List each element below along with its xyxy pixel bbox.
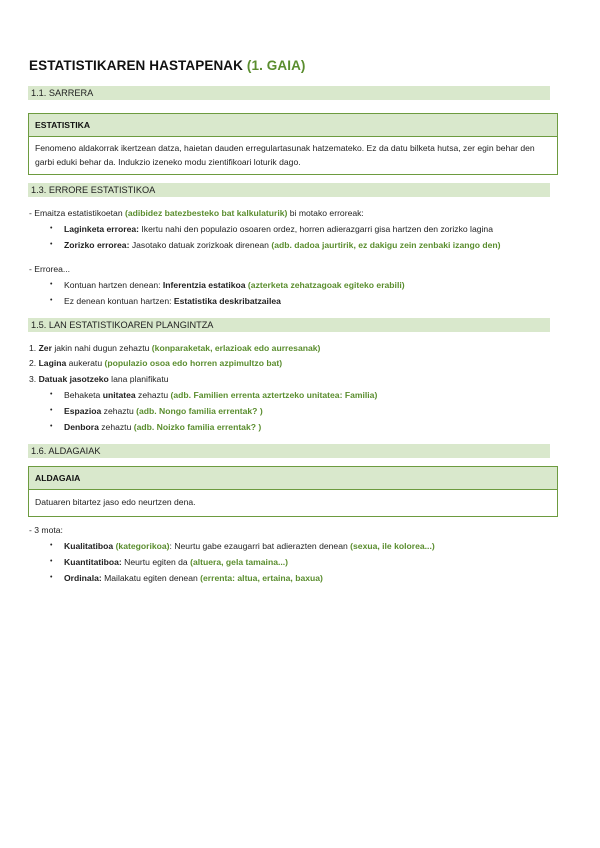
- mota-intro: - 3 mota:: [29, 525, 63, 535]
- errore-intro-2: - Errorea...: [29, 264, 71, 274]
- errore-intro: - Emaitza estatistikoetan (adibidez batezbesteko bat kalkulaturik) bi motako erroreak:: [29, 208, 364, 218]
- list-item-kuantitatiboa: • Kuantitatiboa: Neurtu egiten da (altuera, gela tamaina...): [64, 556, 288, 568]
- list-item-zorizko: • Zorizko errorea: Jasotako datuak zorizkoak direnean (adb. dadoa jaurtirik, ez dakigu zein zenbaki izango den): [64, 239, 501, 251]
- list-item-espazioa: • Espazioa zehaztu (adb. Nongo familia errentak? ): [64, 405, 263, 417]
- step-1: 1. Zer jakin nahi dugun zehaztu (konparaketak, erlazioak edo aurresanak): [29, 343, 321, 353]
- definition-box-aldagaia: [28, 466, 558, 517]
- section-plangintza: 1.5. LAN ESTATISTIKOAREN PLANGINTZA: [28, 318, 550, 332]
- title-topic: (1. GAIA): [246, 58, 306, 73]
- definition-header: ESTATISTIKA: [29, 114, 557, 137]
- title-main: ESTATISTIKAREN HASTAPENAK: [29, 58, 244, 73]
- definition-body: Fenomeno aldakorrak ikertzean datza, haietan dauden erregulartasunak hatzemateko. Ez da datu bilketa hutsa, zer egin behar den garbi eduki behar da. Indukzio izeneko modu zientifikoari loturik dago.: [35, 143, 535, 167]
- definition-body: Datuaren bitartez jaso edo neurtzen dena.: [35, 497, 196, 507]
- list-item-inferentzia: • Kontuan hartzen denean: Inferentzia estatikoa (azterketa zehatzagoak egiteko erabili): [64, 279, 405, 291]
- list-item-kualitatiboa: • Kualitatiboa (kategorikoa): Neurtu gabe ezaugarri bat adierazten denean (sexua, ile kolorea...): [64, 540, 435, 552]
- step-2: 2. Lagina aukeratu (populazio osoa edo horren azpimultzo bat): [29, 358, 283, 368]
- section-sarrera: 1.1. SARRERA: [28, 86, 550, 100]
- page-title: [29, 58, 306, 73]
- list-item-deskribatzailea: • Ez denean kontuan hartzen: Estatistika deskribatzailea: [64, 295, 281, 307]
- list-item-unitatea: • Behaketa unitatea zehaztu (adb. Familien errenta aztertzeko unitatea: Familia): [64, 389, 377, 401]
- section-errore: 1.3. ERRORE ESTATISTIKOA: [28, 183, 550, 197]
- definition-header: ALDAGAIA: [29, 467, 557, 490]
- list-item-laginketa: • Laginketa errorea: Ikertu nahi den populazio osoaren ordez, horren adierazgarri gisa hartzen den zorizko lagina: [64, 223, 493, 235]
- list-item-denbora: • Denbora zehaztu (adb. Noizko familia errentak? ): [64, 421, 261, 433]
- definition-box-estatistika: [28, 113, 558, 175]
- step-3: 3. Datuak jasotzeko lana planifikatu: [29, 374, 169, 384]
- section-aldagaiak: 1.6. ALDAGAIAK: [28, 444, 550, 458]
- list-item-ordinala: • Ordinala: Mailakatu egiten denean (errenta: altua, ertaina, baxua): [64, 572, 323, 584]
